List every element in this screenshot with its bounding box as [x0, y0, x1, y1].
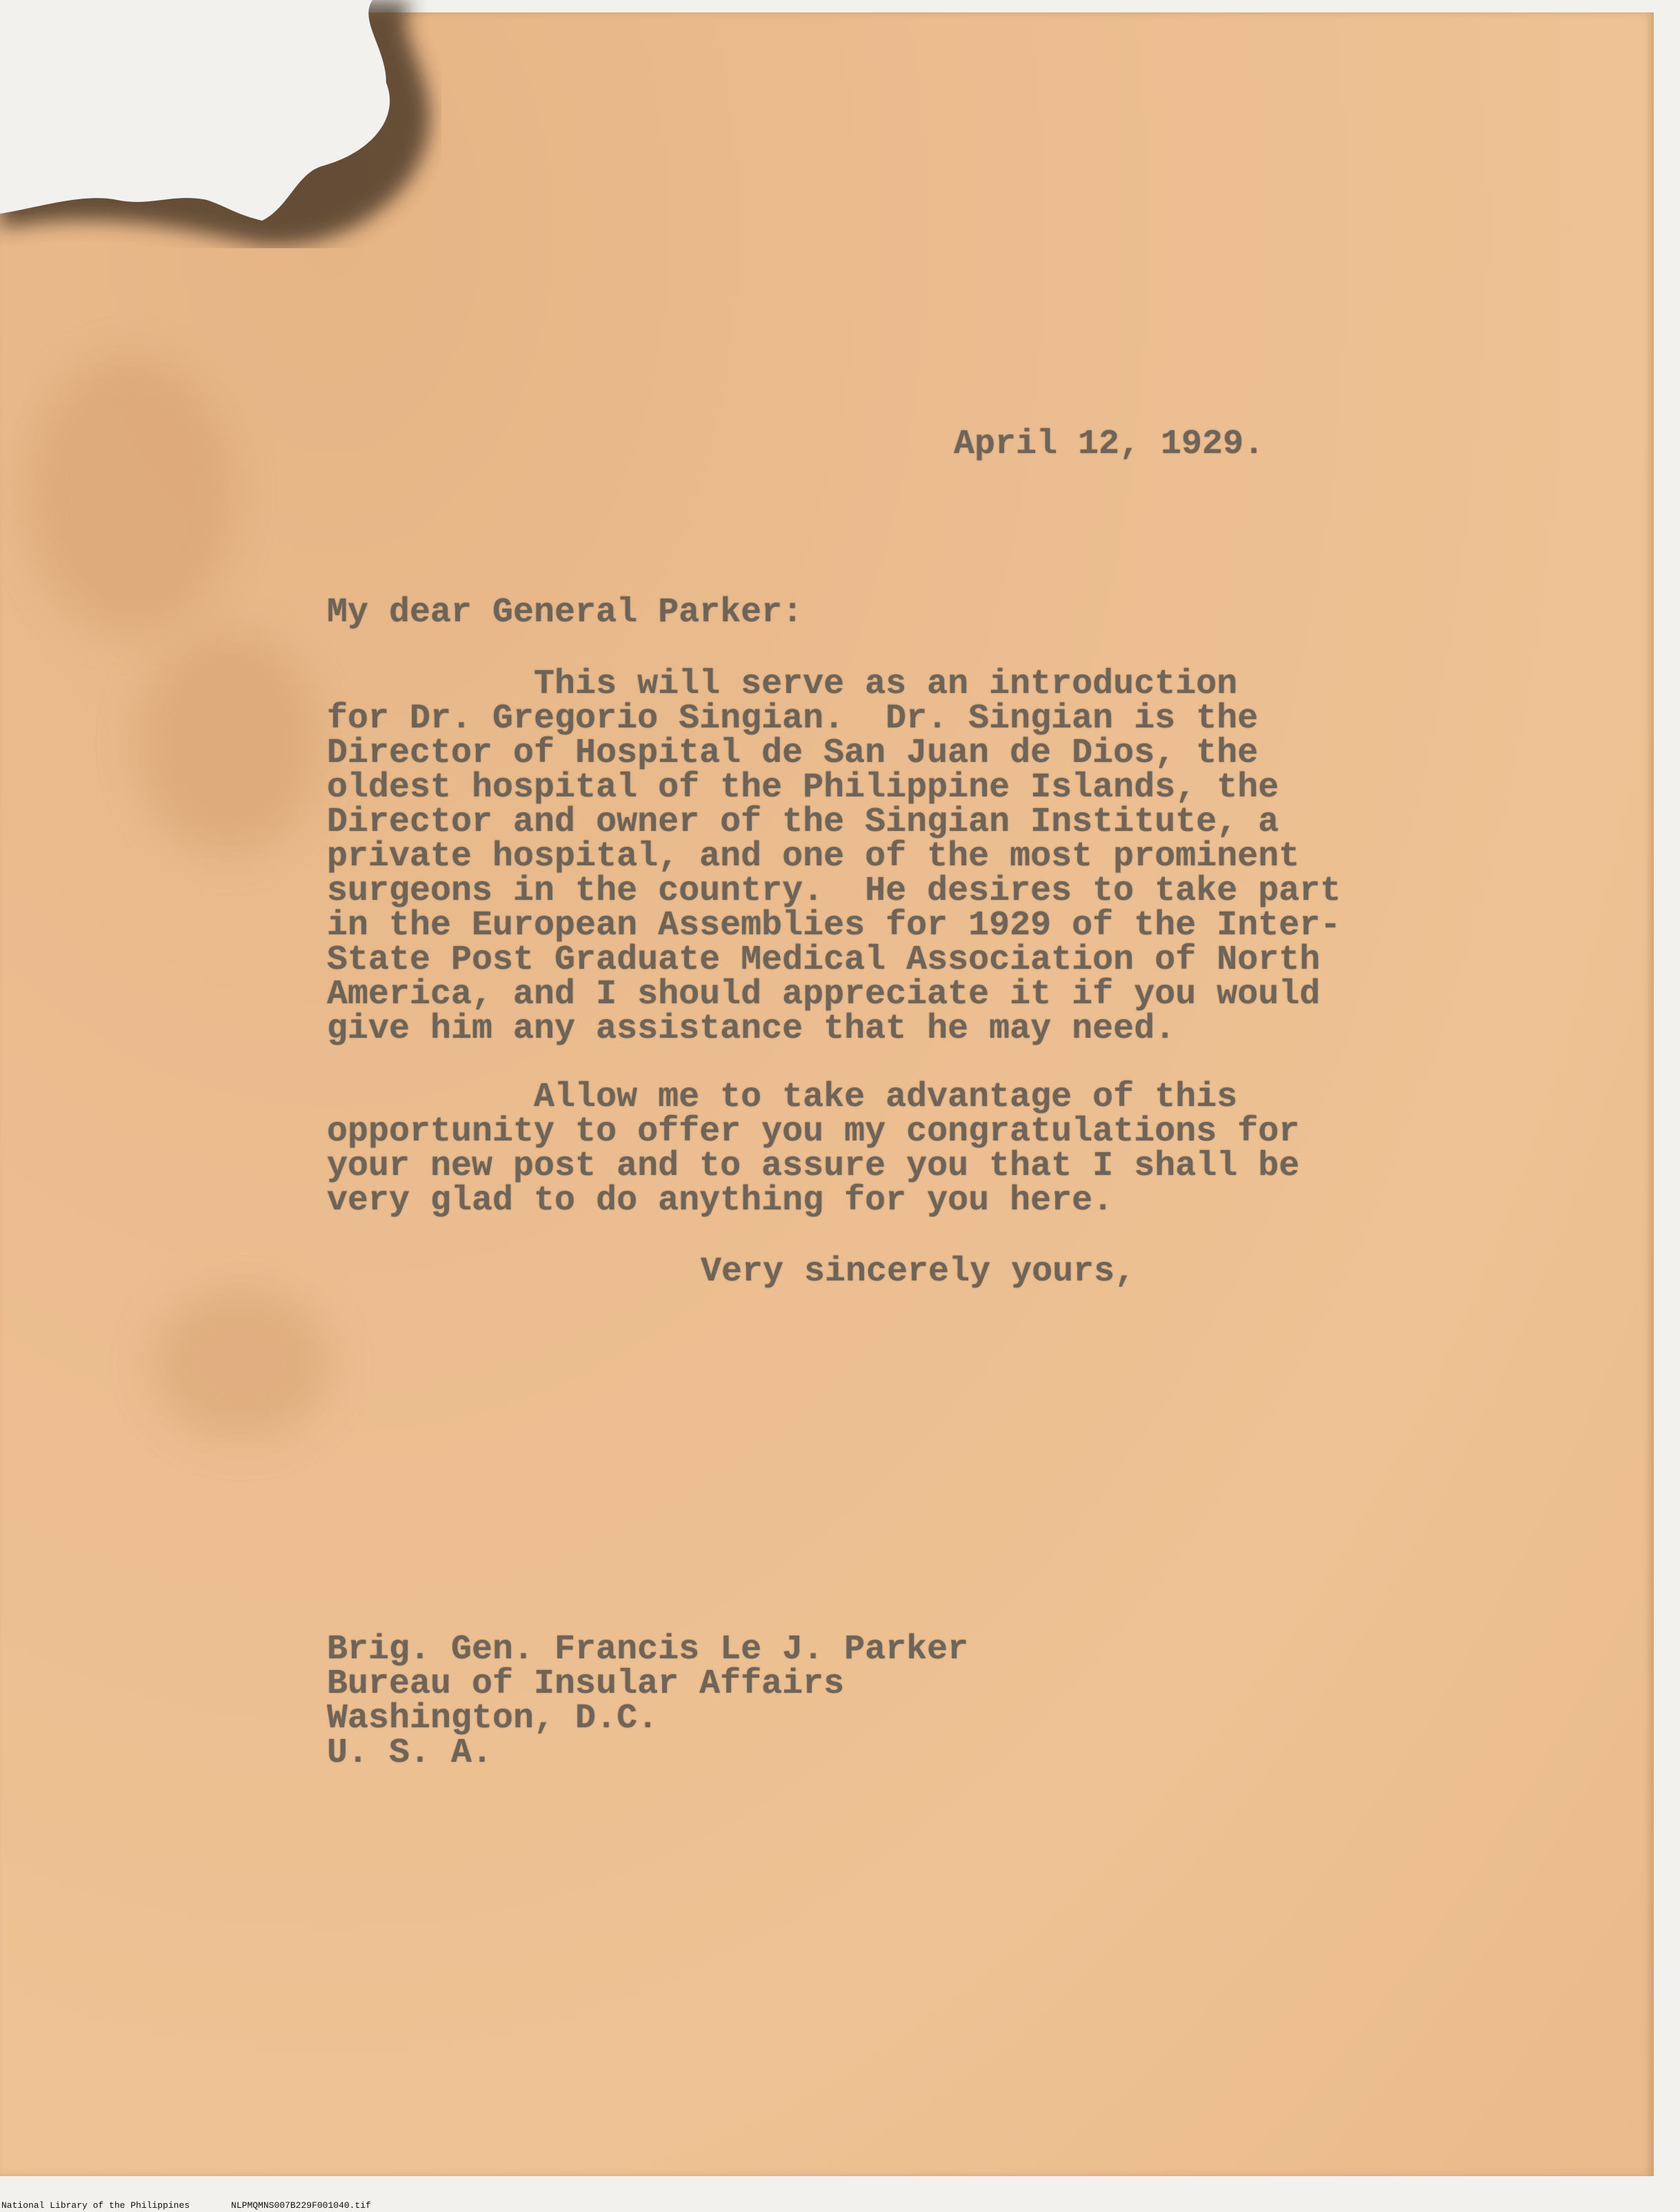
body-line: give him any assistance that he may need. [327, 1009, 1176, 1049]
body-line: Director and owner of the Singian Institute, a [327, 803, 1279, 842]
scan-footer [1, 2200, 412, 2211]
address-line: U. S. A. [327, 1733, 493, 1773]
body-line: This will serve as an introduction [327, 665, 1238, 704]
body-line: for Dr. Gregorio Singian. Dr. Singian is the [327, 699, 1259, 738]
address-line: Brig. Gen. Francis Le J. Parker [327, 1630, 969, 1669]
body-line: your new post and to assure you that I shall be [327, 1147, 1300, 1186]
body-line: State Post Graduate Medical Association of North [327, 941, 1321, 980]
body-line: oldest hospital of the Philippine Islands, the [327, 768, 1279, 807]
water-stain [28, 357, 234, 633]
address-line: Washington, D.C. [327, 1699, 659, 1738]
body-line: private hospital, and one of the most prominent [327, 837, 1300, 876]
body-line: very glad to do anything for you here. [327, 1181, 1114, 1220]
closing: Very sincerely yours, [701, 1252, 1136, 1291]
body-line: in the European Assemblies for 1929 of the Inter- [327, 906, 1341, 945]
footer-institution: National Library of the Philippines [1, 2200, 190, 2211]
body-line: opportunity to offer you my congratulations for [327, 1112, 1300, 1152]
salutation: My dear General Parker: [327, 593, 803, 632]
burned-torn-corner [0, 0, 441, 248]
water-stain [152, 1288, 331, 1440]
body-line: surgeons in the country. He desires to take part [327, 872, 1341, 911]
body-line: Allow me to take advantage of this [327, 1078, 1238, 1117]
body-line: America, and I should appreciate it if you would [327, 975, 1321, 1014]
water-stain [138, 633, 317, 854]
address-line: Bureau of Insular Affairs [327, 1665, 845, 1704]
body-line: Director of Hospital de San Juan de Dios, the [327, 734, 1259, 773]
letter-date: April 12, 1929. [954, 425, 1265, 464]
footer-filename: NLPMQMNS007B229F001040.tif [231, 2200, 371, 2211]
